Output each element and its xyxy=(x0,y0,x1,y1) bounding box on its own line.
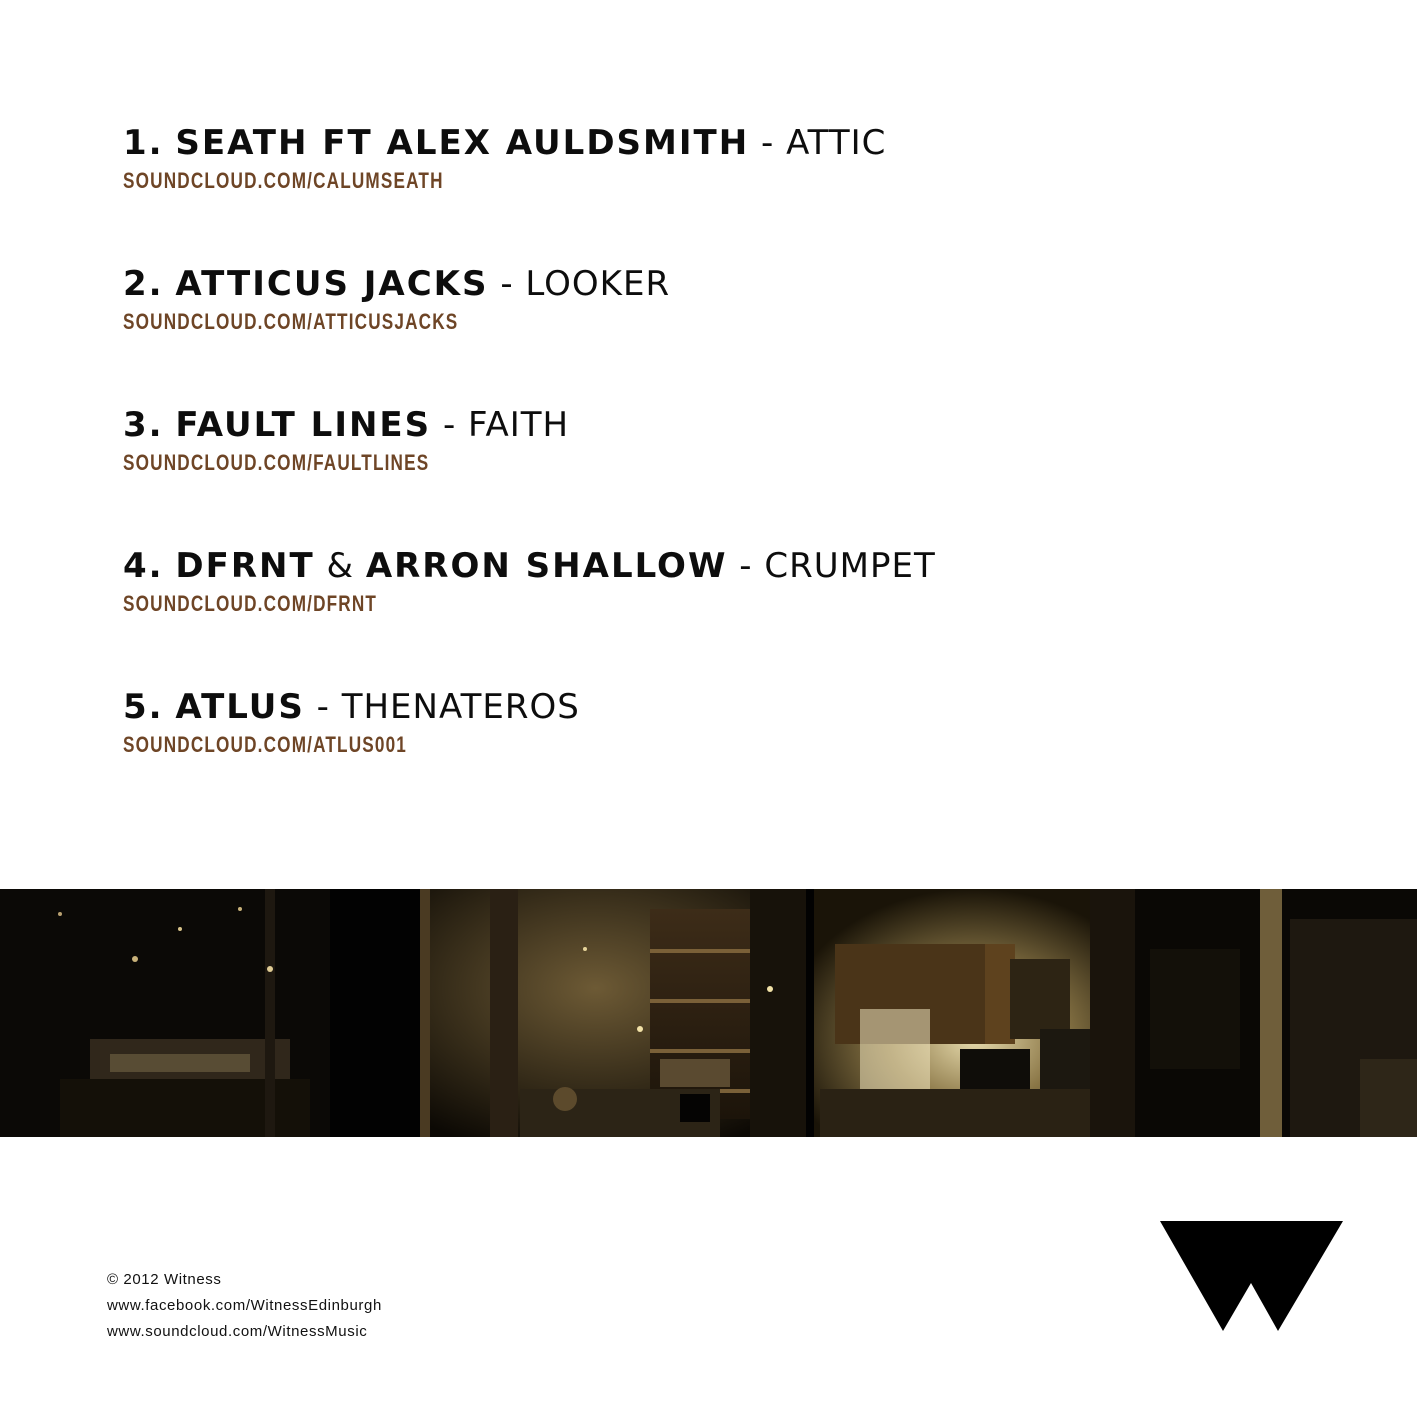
copyright-text: © 2012 Witness xyxy=(107,1271,222,1288)
track-number: 4. xyxy=(123,546,164,586)
track-2 xyxy=(123,259,936,400)
track-link[interactable]: SOUNDCLOUD.COM/FAULTLINES xyxy=(123,450,430,475)
track-artist: DFRNT xyxy=(175,546,315,586)
track-separator: - xyxy=(316,687,330,727)
track-5 xyxy=(123,682,936,823)
track-song: FAITH xyxy=(468,405,570,445)
track-link[interactable]: SOUNDCLOUD.COM/CALUMSEATH xyxy=(123,168,444,193)
tracklist xyxy=(123,118,936,823)
track-4 xyxy=(123,541,936,682)
track-song: ATTIC xyxy=(786,123,887,163)
track-song: LOOKER xyxy=(525,264,671,304)
track-title xyxy=(123,400,936,450)
track-separator: - xyxy=(442,405,457,445)
track-link[interactable]: SOUNDCLOUD.COM/ATTICUSJACKS xyxy=(123,309,459,334)
track-separator: - xyxy=(739,546,753,586)
credits xyxy=(107,1267,382,1345)
office-night-photo xyxy=(0,889,1417,1137)
track-artist-2: ARRON SHALLOW xyxy=(365,546,728,586)
track-number: 5. xyxy=(123,687,164,727)
track-song: CRUMPET xyxy=(764,546,936,586)
track-number: 2. xyxy=(123,264,164,304)
track-artist: SEATH FT ALEX AULDSMITH xyxy=(175,123,750,163)
track-title xyxy=(123,259,936,309)
track-ampersand: & xyxy=(326,546,354,586)
track-3 xyxy=(123,400,936,541)
witness-w-logo-icon xyxy=(1160,1221,1343,1331)
track-artist: FAULT LINES xyxy=(175,405,432,445)
track-1 xyxy=(123,118,936,259)
track-title xyxy=(123,541,936,591)
track-artist: ATTICUS JACKS xyxy=(175,264,489,304)
track-link[interactable]: SOUNDCLOUD.COM/ATLUS001 xyxy=(123,732,408,757)
track-link[interactable]: SOUNDCLOUD.COM/DFRNT xyxy=(123,591,378,616)
soundcloud-link[interactable]: www.soundcloud.com/WitnessMusic xyxy=(107,1323,368,1340)
track-song: THENATEROS xyxy=(341,687,580,727)
track-separator: - xyxy=(760,123,775,163)
track-number: 1. xyxy=(123,123,164,163)
facebook-link[interactable]: www.facebook.com/WitnessEdinburgh xyxy=(107,1297,382,1314)
track-title xyxy=(123,118,936,168)
track-number: 3. xyxy=(123,405,164,445)
track-title xyxy=(123,682,936,732)
track-separator: - xyxy=(500,264,514,304)
track-artist: ATLUS xyxy=(175,687,305,727)
